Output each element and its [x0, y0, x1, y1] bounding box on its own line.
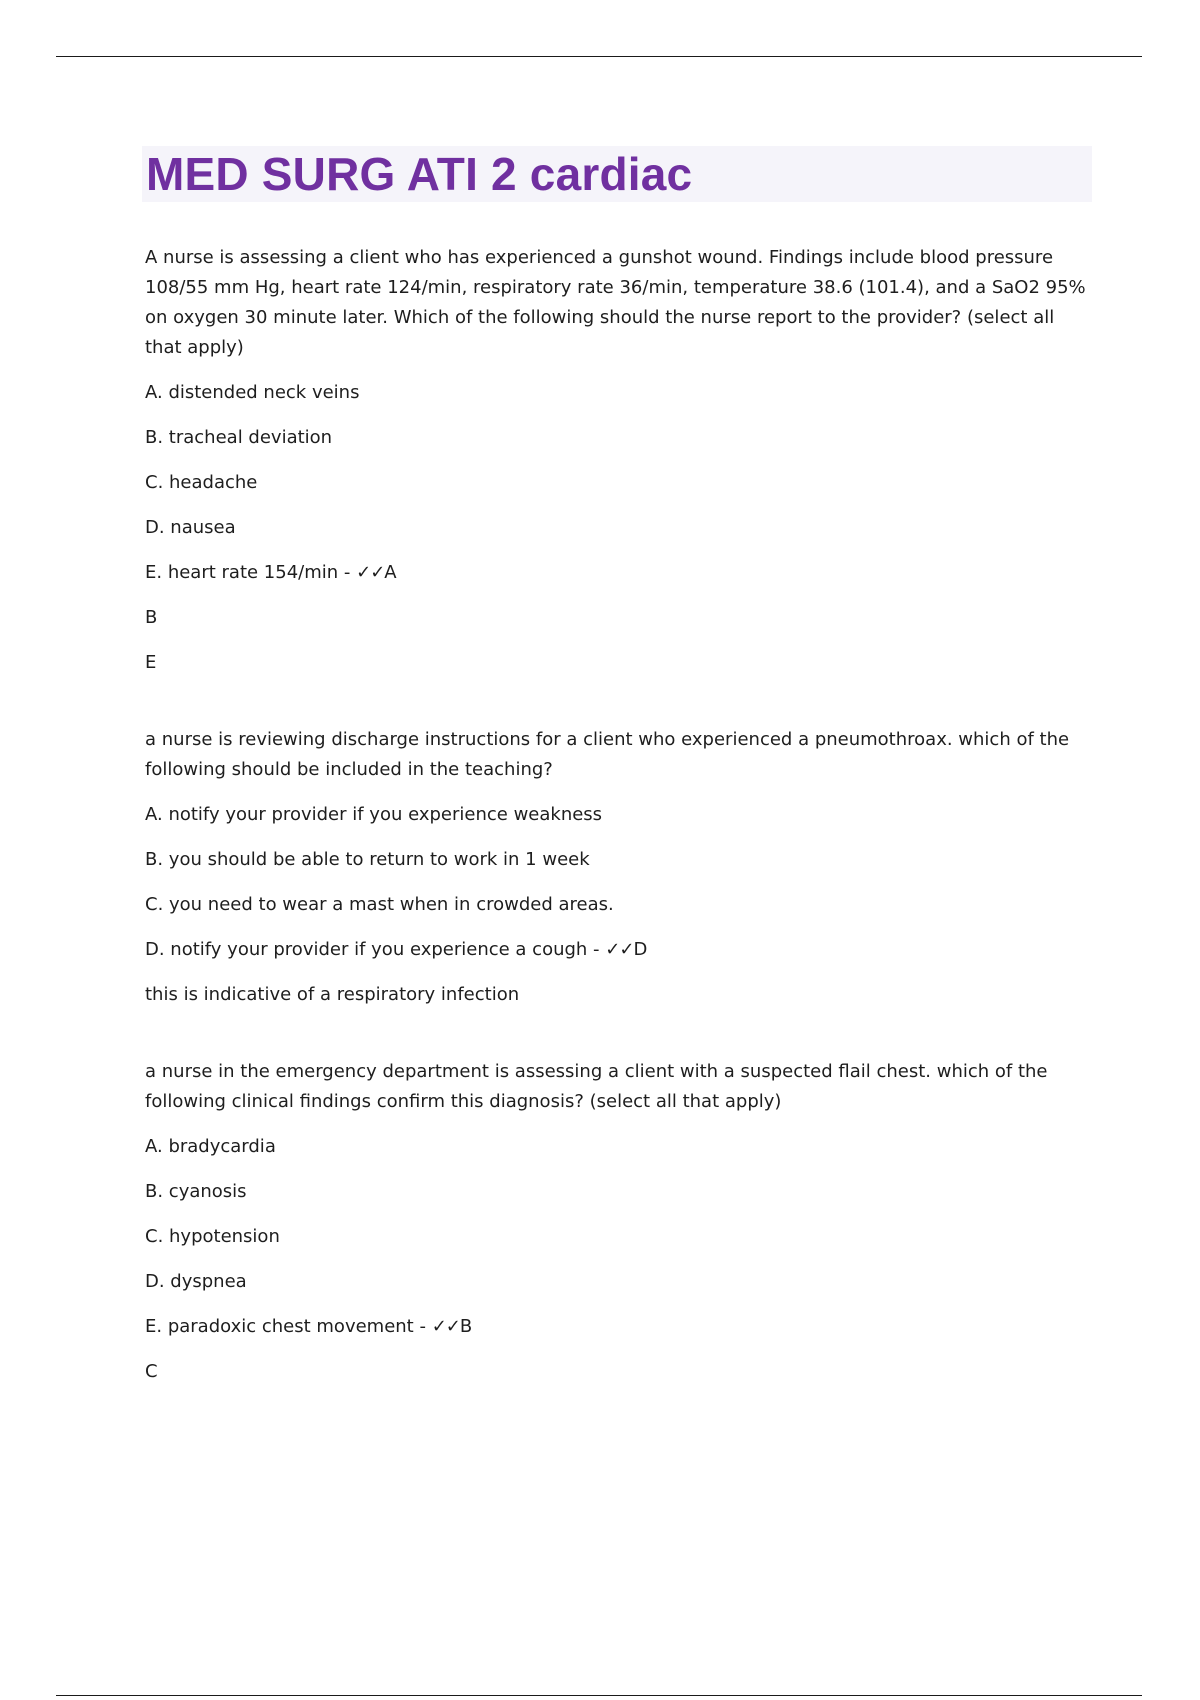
answer-option-with-key	[145, 1312, 1090, 1342]
answer-option: B. cyanosis	[145, 1181, 247, 1202]
check-mark: ✓✓	[431, 1316, 460, 1337]
question-text: a nurse in the emergency department is assessing a client with a suspected flail chest. which of the following clinical findings confirm this diagnosis? (select all that apply)	[145, 1061, 1048, 1112]
answer-option-with-key	[145, 935, 1090, 965]
answer-option-text: D. notify your provider if you experience a cough -	[145, 939, 606, 960]
answer-option: C. you need to wear a mast when in crowded areas.	[145, 894, 614, 915]
header-rule	[56, 56, 1142, 57]
answer-key: D	[633, 939, 648, 960]
answer-key: B	[459, 1316, 473, 1337]
check-mark: ✓✓	[356, 562, 385, 583]
answer-key-line: E	[145, 652, 157, 673]
footer-rule	[56, 1695, 1142, 1696]
answer-option: D. nausea	[145, 517, 236, 538]
answer-option: C. headache	[145, 472, 258, 493]
document-body	[145, 243, 1090, 1387]
question-block-3	[145, 1057, 1090, 1387]
answer-option: B. tracheal deviation	[145, 427, 333, 448]
answer-option: A. distended neck veins	[145, 382, 360, 403]
question-text: a nurse is reviewing discharge instructions for a client who experienced a pneumothroax. which of the following should be included in the teaching?	[145, 729, 1070, 780]
answer-key: A	[384, 562, 397, 583]
answer-option: A. notify your provider if you experience weakness	[145, 804, 603, 825]
rationale-text: this is indicative of a respiratory infection	[145, 984, 520, 1005]
answer-option: B. you should be able to return to work in 1 week	[145, 849, 590, 870]
question-block-2	[145, 725, 1090, 1010]
answer-option: C. hypotension	[145, 1226, 280, 1247]
check-mark: ✓✓	[605, 939, 634, 960]
answer-option-with-key	[145, 558, 1090, 588]
question-block-1	[145, 243, 1090, 678]
answer-option-text: E. paradoxic chest movement -	[145, 1316, 432, 1337]
document-title: MED SURG ATI 2 cardiac	[146, 148, 693, 200]
answer-key-line: B	[145, 607, 158, 628]
answer-option: D. dyspnea	[145, 1271, 247, 1292]
question-text: A nurse is assessing a client who has experienced a gunshot wound. Findings include blood pressure 108/55 mm Hg, heart rate 124/min, respiratory rate 36/min, temperature 38.6 (101.4), and a SaO2 95% on oxygen 30 minute later. Which of the following should the nurse report to the provider? (select all that apply)	[145, 247, 1086, 358]
answer-option-text: E. heart rate 154/min -	[145, 562, 357, 583]
answer-key-line: C	[145, 1361, 158, 1382]
answer-option: A. bradycardia	[145, 1136, 276, 1157]
